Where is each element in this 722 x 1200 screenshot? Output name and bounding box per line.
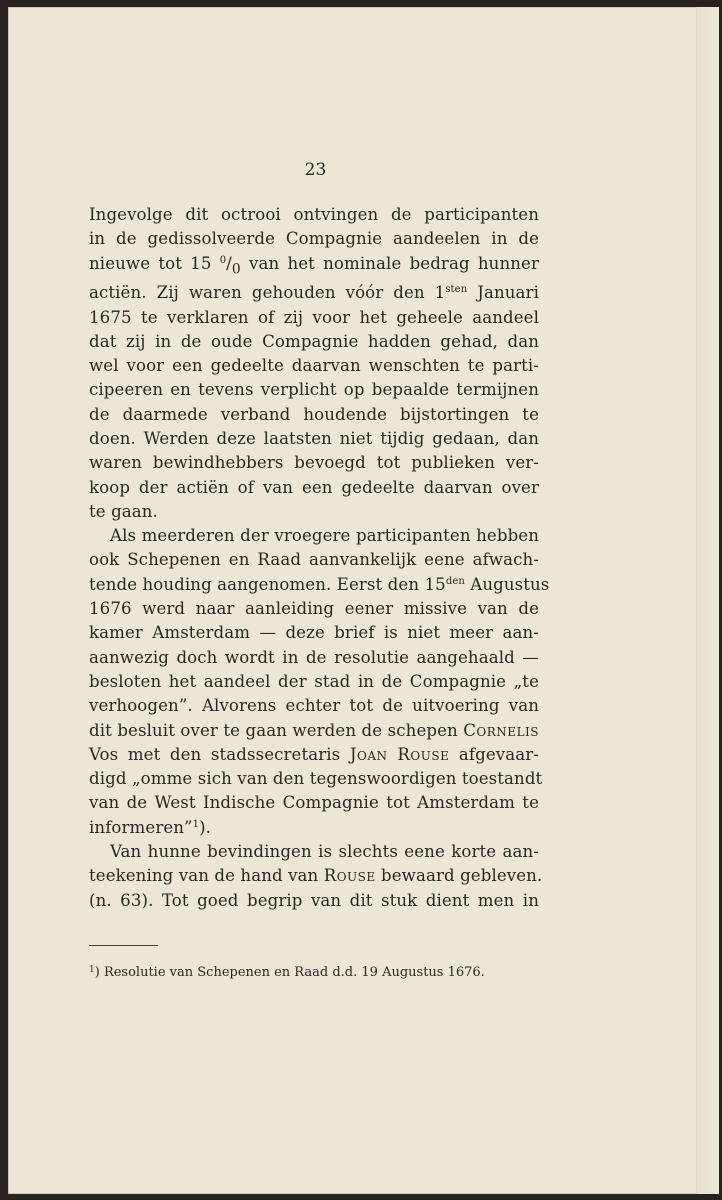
text-line: verhoogen”. Alvorens echter tot de uitvoering van (89, 696, 539, 716)
text-line: teekening van de hand van Rouse bewaard gebleven. (89, 866, 543, 886)
text-line: nieuwe tot 15 $^0/_0$ van het nominale bedrag hunner (89, 253, 539, 277)
text-line: Ingevolge dit octrooi ontvingen de participanten (89, 205, 539, 224)
text-line: dit besluit over te gaan werden de schepen Cornelis (89, 720, 539, 740)
paragraph-1 (89, 203, 539, 524)
text-line: besloten het aandeel der stad in de Compagnie „te (89, 671, 539, 691)
person-name: Cornelis (463, 720, 539, 740)
footnote-reference: 1 (192, 818, 200, 830)
footnote: $^1$) Resolutie van Schepenen en Raad d.d. 19 Augustus 1676. (89, 965, 485, 980)
text-line: Van hunne bevindingen is slechts eene korte aan- (110, 842, 539, 862)
text-line: kamer Amsterdam — deze brief is niet meer aan- (89, 623, 539, 643)
text-line: wel voor een gedeelte daarvan wenschten te parti- (89, 356, 539, 376)
text-line: tende houding aangenomen. Eerst den $15^{den}$ Augustus (89, 574, 550, 594)
text-line: cipeeren en tevens verplicht op bepaalde termijnen (89, 380, 539, 400)
text-line: (n. 63). Tot goed begrip van dit stuk dient men in (89, 890, 539, 910)
text-line: de daarmede verband houdende bijstortingen te (89, 404, 539, 424)
text-line: in de gedissolveerde Compagnie aandeelen in de (89, 229, 539, 249)
person-name: Rouse (323, 866, 376, 886)
page-number: 23 (304, 160, 327, 180)
footnote-marker: 1 (89, 965, 95, 975)
text-line: waren bewindhebbers bevoegd tot publieken ver- (89, 453, 539, 473)
text-line: Als meerderen der vroegere participanten hebben (110, 526, 539, 546)
page-fold-edge (696, 7, 719, 1194)
paragraph-2 (89, 524, 550, 840)
text-line: van de West Indische Compagnie tot Amsterdam te (89, 793, 539, 813)
paragraph-3 (89, 840, 543, 913)
text-line: koop der actiën of van een gedeelte daarvan over (89, 477, 539, 497)
text-line: 1676 werd naar aanleiding eener missive van de (89, 599, 539, 619)
text-line: actiën. Zij waren gehouden vóór den $1^{sten}$ Januari (89, 283, 539, 303)
text-line: informeren”$^1$). (89, 817, 212, 837)
person-name: Joan Rouse (349, 744, 450, 764)
footnote-divider (89, 945, 158, 946)
text-line: digd „omme sich van den tegenswoordigen toestandt (89, 769, 543, 789)
text-line: te gaan. (89, 501, 158, 521)
text-line: Vos met den stadssecretaris Joan Rouse afgevaar- (89, 744, 539, 764)
text-line: dat zij in de oude Compagnie hadden gehad, dan (89, 331, 539, 351)
footnote-text: Resolutie van Schepenen en Raad d.d. 19 Augustus 1676. (103, 965, 485, 980)
book-page (8, 7, 712, 1194)
text-line: doen. Werden deze laatsten niet tijdig gedaan, dan (89, 428, 539, 448)
body-text (89, 203, 550, 913)
text-line: 1675 te verklaren of zij voor het geheele aandeel (89, 307, 539, 327)
text-line: ook Schepenen en Raad aanvankelijk eene afwach- (89, 550, 539, 570)
text-line: aanwezig doch wordt in de resolutie aangehaald — (89, 647, 539, 667)
